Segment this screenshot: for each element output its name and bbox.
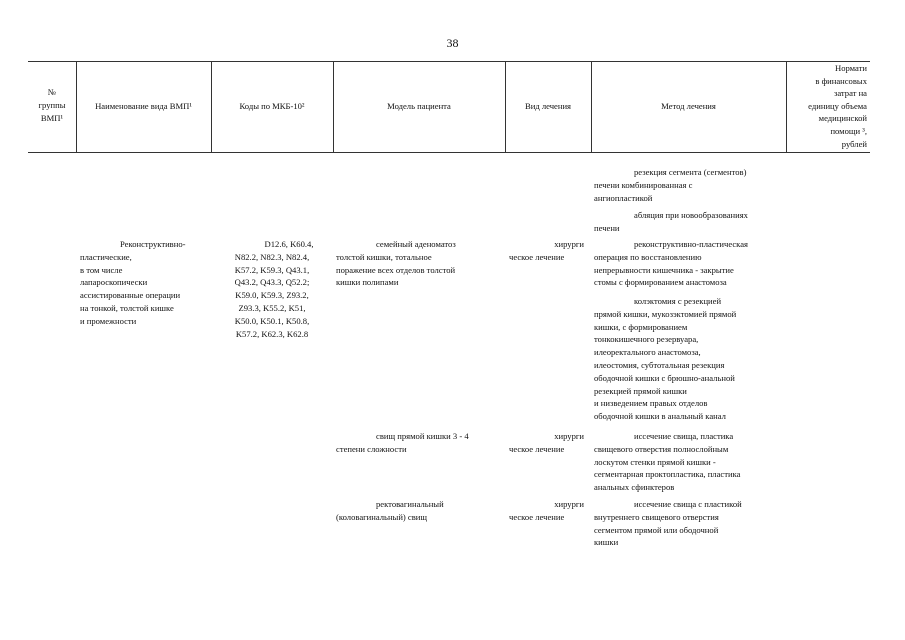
method-1: резекция сегмента (сегментов) печени комбинированная с ангиопластикой: [594, 167, 747, 203]
method-6: иссечение свища с пластикой внутреннего свищевого отверстия сегментом прямой или ободочной кишки: [594, 499, 742, 548]
method-3: реконструктивно-пластическая операция по восстановлению непрерывности кишечника - закрытие стомы с формированием анастомоза: [594, 239, 748, 288]
method-5: иссечение свища, пластика свищевого отверстия полнослойным лоскутом стенки прямой кишки - сегментарная проктопластика, пластика анальных сфинктеров: [594, 431, 741, 493]
page-number: 38: [446, 36, 459, 50]
treatment-type-row-1: хирурги ческое лечение: [509, 239, 584, 262]
method-2: абляция при новообразованиях печени: [594, 210, 748, 233]
treatment-type-row-2: хирурги ческое лечение: [509, 431, 584, 454]
treatment-type-row-3: хирурги ческое лечение: [509, 499, 584, 522]
header-treatment-method: Метод лечения: [661, 101, 716, 111]
method-4: колэктомия с резекцией прямой кишки, мукозэктомией прямой кишки, с формированием тонкокишечного резервуара, илеоректального анастомоза, илеостомия, субтотальная резекция ободочной кишки с брюшно-анальной резекцией прямой кишки и низведением правых отделов ободочной кишки в анальный канал: [594, 296, 737, 422]
header-bottom-rule: [28, 152, 870, 153]
header-vmp-name: Наименование вида ВМП¹: [95, 101, 192, 111]
patient-model-row-1: семейный аденоматоз толстой кишки, тотальное поражение всех отделов толстой кишки полипами: [336, 239, 456, 288]
mkb-codes: D12.6, K60.4, N82.2, N82.3, N82.4, K57.2, K59.3, Q43.1, Q43.2, Q43.3, Q52.2; K59.0, K59.3, Z93.2, Z93.3, K55.2, K51, K50.0, K50.1, K50.8, K57.2, K62.3, K62.8: [234, 239, 314, 339]
patient-model-row-2: свищ прямой кишки 3 - 4 степени сложности: [336, 431, 469, 454]
header-cost-standard: Нормати в финансовых затрат на единицу объема медицинской помощи ³, рублей: [808, 63, 867, 149]
patient-model-row-3: ректовагинальный (коловагинальный) свищ: [336, 499, 444, 522]
vmp-name: Реконструктивно- пластические, в том числе лапароскопически ассистированные операции на тонкой, толстой кишке и промежности: [80, 239, 186, 326]
header-group-number: № группы ВМП¹: [38, 87, 66, 123]
header-mkb-codes: Коды по МКБ-10²: [239, 101, 305, 111]
header-top-rule: [28, 61, 870, 62]
header-treatment-type: Вид лечения: [524, 101, 572, 111]
header-patient-model: Модель пациента: [387, 101, 451, 111]
